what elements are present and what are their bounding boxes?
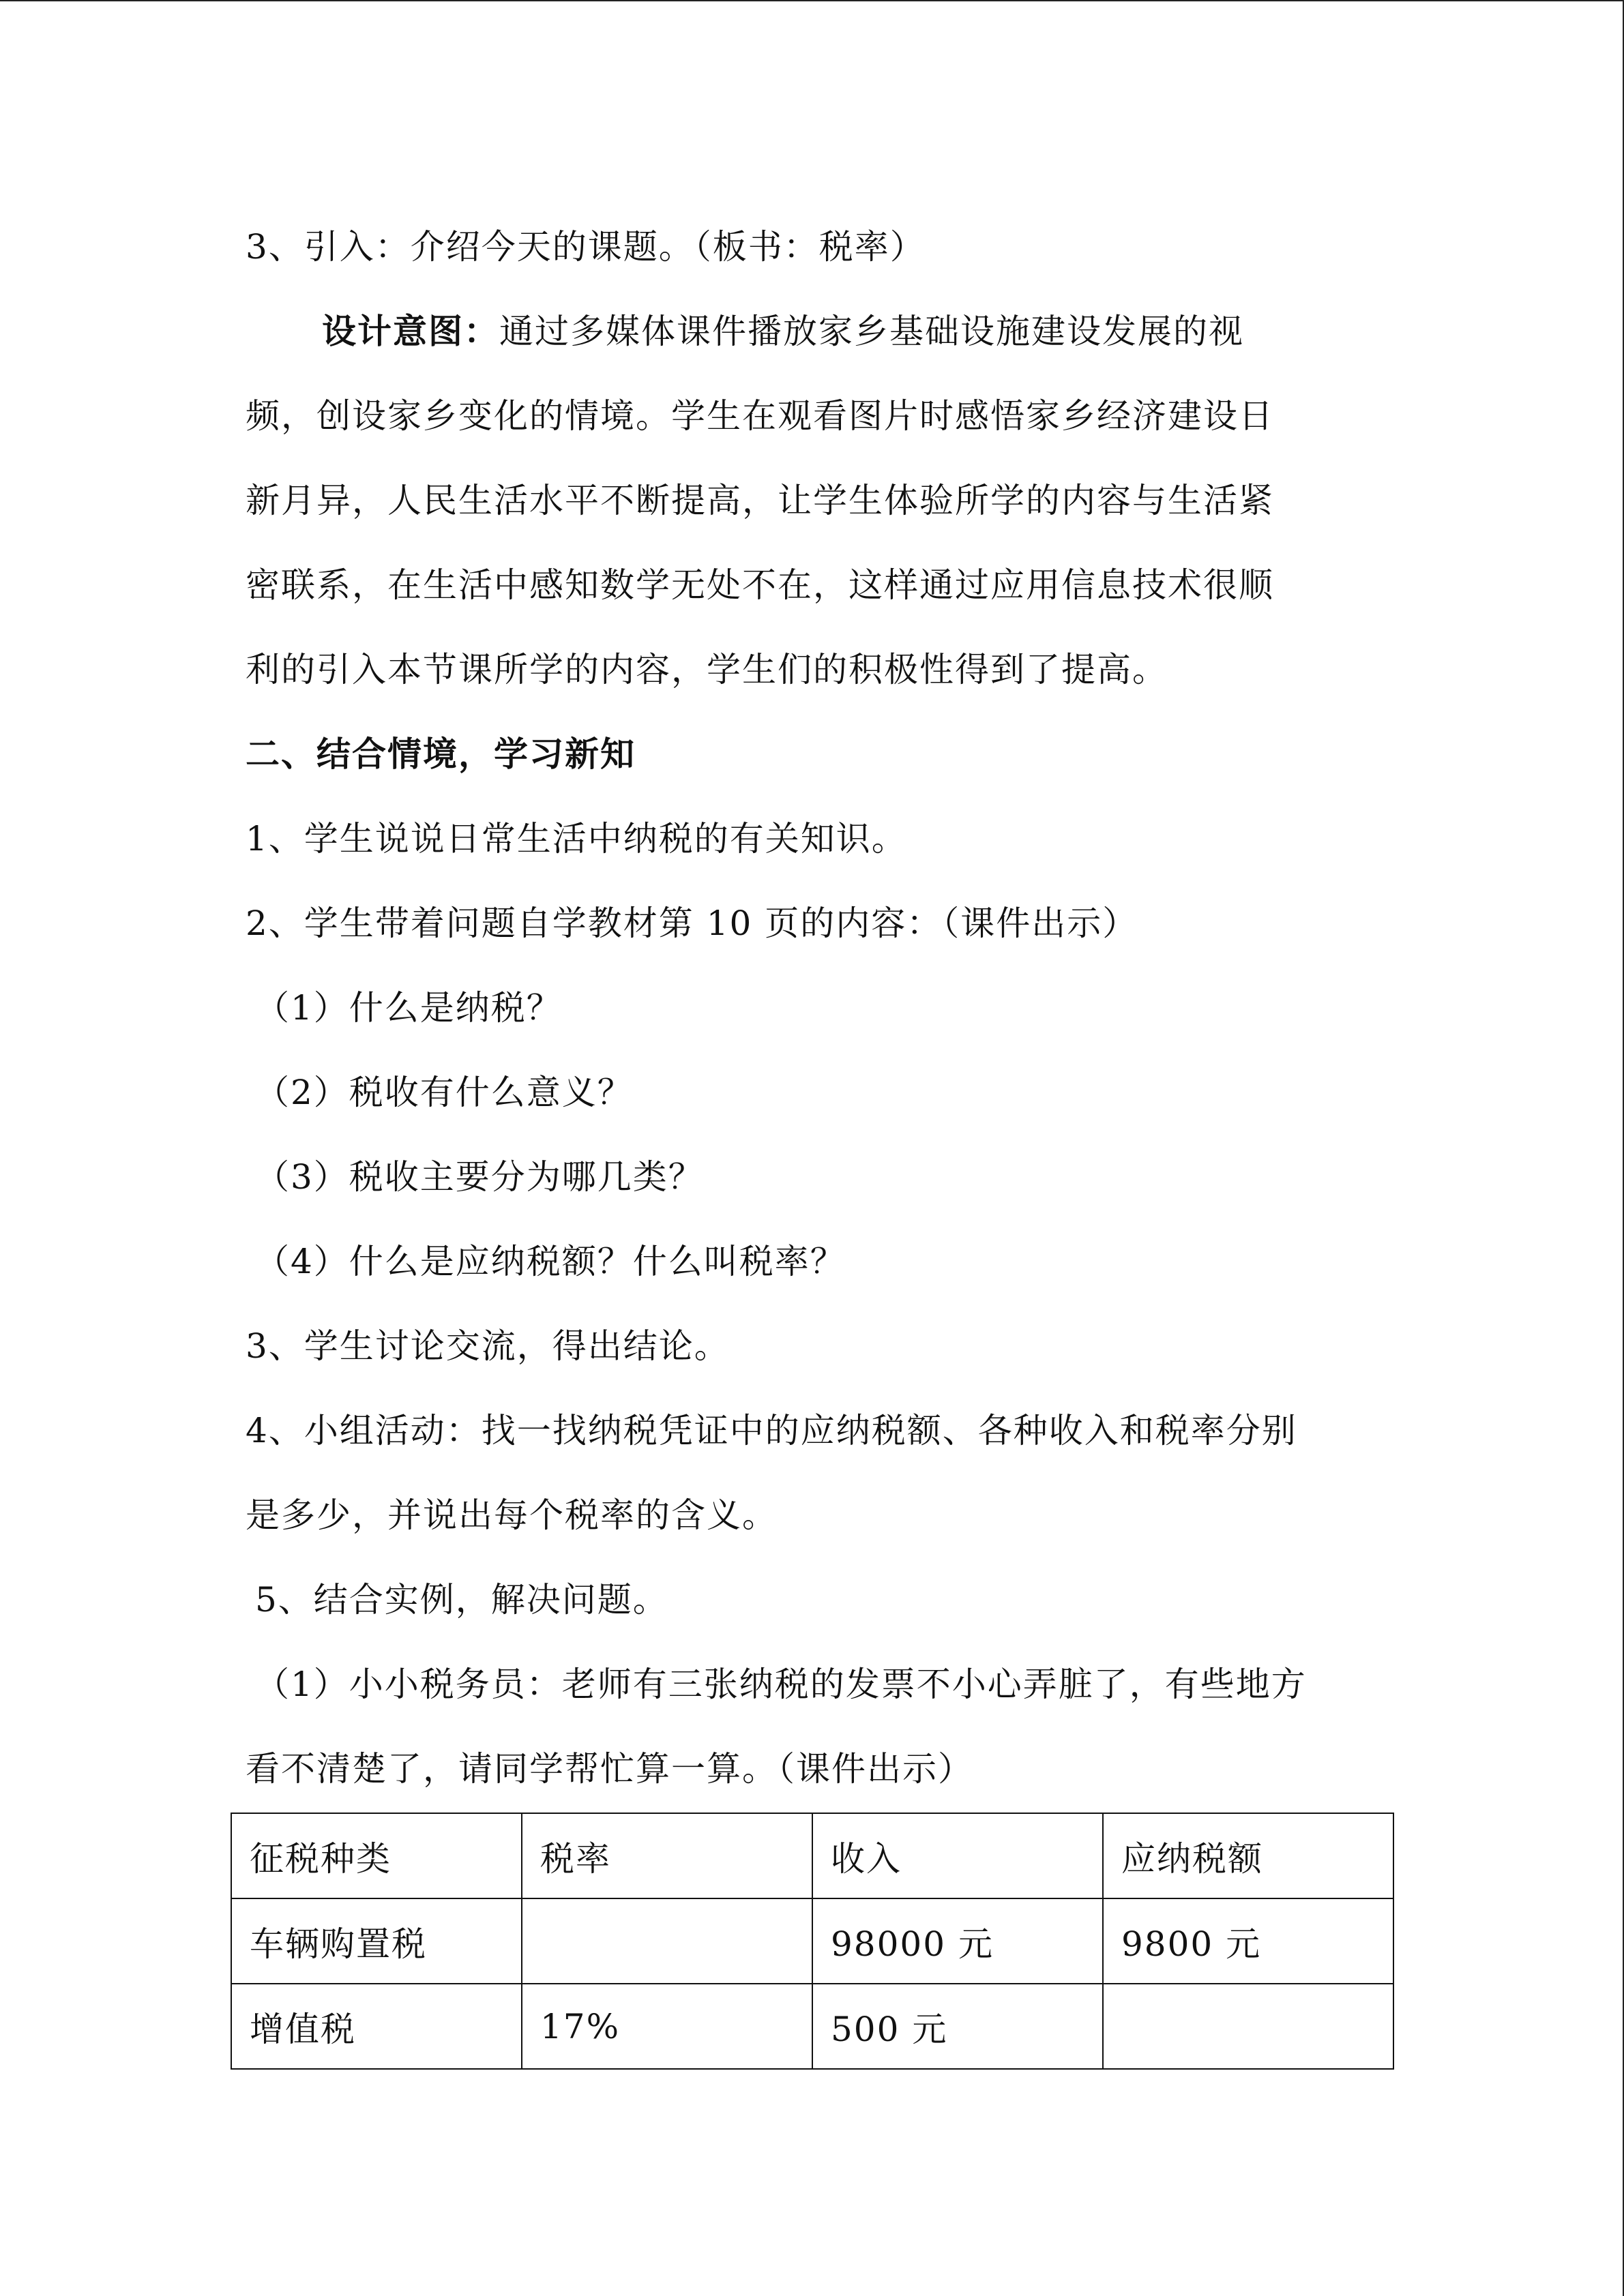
table-cell: 500 元 — [812, 1984, 1103, 2069]
table-row — [231, 1898, 1393, 1984]
list-item-1: 1、学生说说日常生活中纳税的有关知识。 — [246, 819, 907, 859]
question-4: （4）什么是应纳税额？什么叫税率？ — [255, 1242, 846, 1281]
table-cell: 98000 元 — [812, 1898, 1103, 1984]
design-intent-line-3: 新月异，人民生活水平不断提高，让学生体验所学的内容与生活紧 — [246, 481, 1274, 520]
intro-step-3: 3、引入：介绍今天的课题。（板书：税率） — [246, 227, 926, 267]
table-header-cell: 税率 — [522, 1813, 812, 1898]
table-header-cell: 应纳税额 — [1103, 1813, 1393, 1898]
list-item-3: 3、学生讨论交流，得出结论。 — [246, 1326, 730, 1366]
question-3: （3）税收主要分为哪几类？ — [255, 1157, 704, 1197]
design-intent-line-1 — [246, 289, 1378, 374]
section-heading: 二、结合情境，学习新知 — [246, 734, 636, 774]
table-cell — [1103, 1984, 1393, 2069]
document-body — [246, 205, 1378, 1811]
design-intent-label: 设计意图： — [322, 312, 499, 351]
table-header-cell: 收入 — [812, 1813, 1103, 1898]
table-row — [231, 1984, 1393, 2069]
list-item-5-1-line-2: 看不清楚了，请同学帮忙算一算。（课件出示） — [246, 1749, 973, 1789]
tax-table — [231, 1813, 1394, 2070]
list-item-5: 5、结合实例，解决问题。 — [255, 1580, 668, 1620]
question-1: （1）什么是纳税？ — [255, 988, 562, 1028]
list-item-2: 2、学生带着问题自学教材第 10 页的内容：（课件出示） — [246, 904, 1138, 943]
table-cell — [522, 1898, 812, 1984]
design-intent-text: 通过多媒体课件播放家乡基础设施建设发展的视 — [499, 312, 1244, 351]
table-header-row — [231, 1813, 1393, 1898]
list-item-4-line-1: 4、小组活动：找一找纳税凭证中的应纳税额、各种收入和税率分别 — [246, 1411, 1297, 1450]
design-intent-line-4: 密联系，在生活中感知数学无处不在，这样通过应用信息技术很顺 — [246, 565, 1274, 605]
list-item-5-1-line-1: （1）小小税务员：老师有三张纳税的发票不小心弄脏了，有些地方 — [255, 1665, 1307, 1704]
list-item-4-line-2: 是多少，并说出每个税率的含义。 — [246, 1495, 778, 1535]
table-cell: 车辆购置税 — [231, 1898, 522, 1984]
question-2: （2）税收有什么意义？ — [255, 1073, 633, 1112]
page-border-top — [0, 0, 1624, 1]
table-cell: 9800 元 — [1103, 1898, 1393, 1984]
design-intent-line-5: 利的引入本节课所学的内容，学生们的积极性得到了提高。 — [246, 650, 1168, 689]
design-intent-line-2: 频，创设家乡变化的情境。学生在观看图片时感悟家乡经济建设日 — [246, 396, 1274, 436]
table-cell: 增值税 — [231, 1984, 522, 2069]
table-header-cell: 征税种类 — [231, 1813, 522, 1898]
table-cell: 17% — [522, 1984, 812, 2069]
